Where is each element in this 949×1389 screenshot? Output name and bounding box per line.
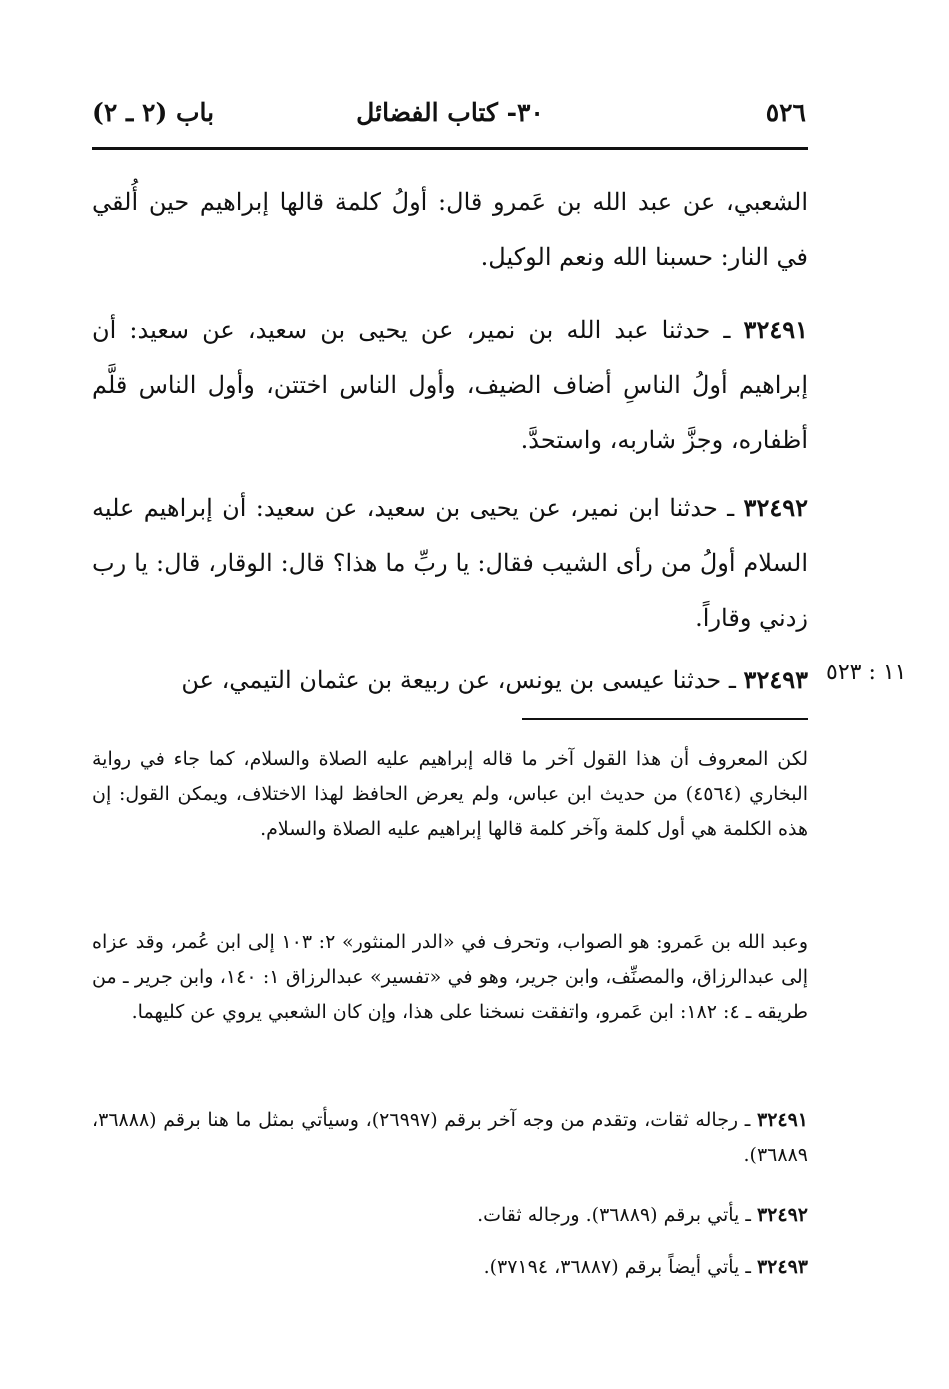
footnote-number: ٣٢٤٩٢: [756, 1204, 808, 1226]
hadith-32492: [92, 480, 808, 646]
hadith-32491: [92, 302, 808, 468]
footnote-text: ـ رجاله ثقات، وتقدم من وجه آخر برقم (٢٦٩٩٧)، وسيأتي بمثل ما هنا برقم (٣٦٨٨٨، ٣٦٨٨٩).: [92, 1109, 808, 1166]
hadith-text: ـ حدثنا ابن نمير، عن يحيى بن سعيد، عن سعيد: أن إبراهيم عليه السلام أولُ من رأى الشيب فقال: يا ربِّ ما هذا؟ قال: الوقار، قال: يا رب زدني وقاراً.: [92, 494, 808, 632]
footnote-3: [92, 1103, 808, 1173]
page-number: ٥٢٦: [765, 98, 806, 127]
footnote-text: لكن المعروف أن هذا القول آخر ما قاله إبراهيم عليه الصلاة والسلام، كما جاء في رواية البخاري (٤٥٦٤) من حديث ابن عباس، ولم يعرض الحافظ لهذا الاختلاف، ويمكن القول: إن هذه الكلمة هي أول كلمة وآخر كلمة قالها إبراهيم عليه الصلاة والسلام.: [92, 748, 808, 840]
footnote-text: ـ يأتي برقم (٣٦٨٨٩). ورجاله ثقات.: [477, 1204, 757, 1226]
hadith-32493: [92, 652, 808, 708]
intro-text: الشعبي، عن عبد الله بن عَمرو قال: أولُ كلمة قالها إبراهيم حين أُلقي في النار: حسبنا الله ونعم الوكيل.: [92, 188, 808, 271]
hadith-text: ـ حدثنا عبد الله بن نمير، عن يحيى بن سعيد، عن سعيد: أن إبراهيم أولُ الناسِ أضاف الضيف، وأول الناس اختتن، وأول الناس قلَّم أظفاره، وجزَّ شاربه، واستحدَّ.: [92, 316, 808, 454]
book-title: ٣٠- كتاب الفضائل: [356, 98, 544, 127]
hadith-number: ٣٢٤٩١: [743, 315, 808, 344]
footnote-rule: [522, 718, 808, 720]
header-rule: [92, 147, 808, 150]
chapter-label: باب (٢ ـ ٢): [92, 98, 215, 127]
footnote-1: [92, 742, 808, 847]
footnote-2: [92, 925, 808, 1030]
page-header: [92, 98, 808, 142]
footnote-number: ٣٢٤٩١: [756, 1109, 809, 1131]
footnote-number: ٣٢٤٩٣: [756, 1256, 808, 1278]
intro-paragraph: [92, 175, 808, 285]
hadith-number: ٣٢٤٩٣: [743, 665, 808, 694]
hadith-number: ٣٢٤٩٢: [743, 493, 808, 522]
footnote-4: [92, 1198, 808, 1233]
footnote-text: وعبد الله بن عَمرو: هو الصواب، وتحرف في «الدر المنثور» ٢: ١٠٣ إلى ابن عُمر، وقد عزاه إلى عبدالرزاق، والمصنِّف، وابن جرير، وهو في «تفسير» عبدالرزاق ١: ١٤٠، وابن جرير ـ من طريقه ـ ٤: ١٨٢: ابن عَمرو، واتفقت نسخنا على هذا، وإن كان الشعبي يروي عن كليهما.: [92, 931, 808, 1023]
hadith-text: ـ حدثنا عيسى بن يونس، عن ربيعة بن عثمان التيمي، عن: [181, 666, 744, 694]
footnote-text: ـ يأتي أيضاً برقم (٣٦٨٨٧، ٣٧١٩٤).: [483, 1256, 757, 1278]
footnote-5: [92, 1250, 808, 1285]
margin-reference: ١١ : ٥٢٣: [826, 660, 907, 685]
